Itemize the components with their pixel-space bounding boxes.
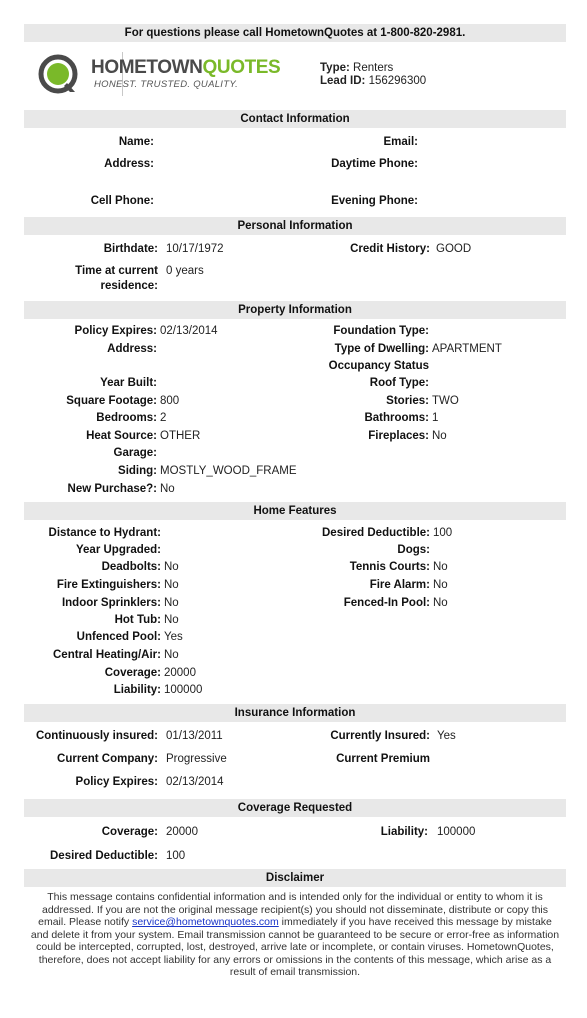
- contact-section-header: Contact Information: [24, 110, 566, 128]
- policy-expires-label: Policy Expires:: [74, 325, 157, 337]
- siding-label: Siding:: [118, 465, 157, 477]
- coverage-requested-label: Coverage:: [101, 826, 158, 838]
- desired-deductible-value: 100: [433, 527, 453, 539]
- birthdate-label: Birthdate:: [103, 243, 158, 255]
- features-coverage-value: 20000: [164, 667, 196, 679]
- hot-tub-value: No: [164, 614, 179, 626]
- credit-history-value: GOOD: [436, 243, 472, 255]
- fenced-pool-value: No: [433, 597, 448, 609]
- fire-alarm-value: No: [433, 579, 448, 591]
- hot-tub-label: Hot Tub:: [114, 614, 161, 626]
- coverage-section-header: Coverage Requested: [24, 799, 566, 817]
- year-upgraded-label: Year Upgraded:: [76, 544, 161, 556]
- fenced-pool-label: Fenced-In Pool:: [343, 597, 430, 609]
- unfenced-pool-label: Unfenced Pool:: [76, 631, 161, 643]
- name-label: Name:: [118, 136, 154, 148]
- currently-insured-value: Yes: [437, 730, 456, 742]
- current-company-label: Current Company:: [57, 753, 158, 765]
- bedrooms-value: 2: [160, 412, 167, 424]
- features-section-header: Home Features: [24, 502, 566, 520]
- current-premium-label: Current Premium: [336, 753, 430, 765]
- desired-deductible-label: Desired Deductible:: [322, 527, 430, 539]
- type-value: Renters: [353, 62, 394, 74]
- hydrant-distance-label: Distance to Hydrant:: [48, 527, 161, 539]
- square-footage-value: 800: [160, 395, 180, 407]
- square-footage-label: Square Footage:: [66, 395, 157, 407]
- type-label: Type:: [320, 62, 350, 74]
- occupancy-status-label: Occupancy Status: [328, 360, 429, 372]
- indoor-sprinklers-label: Indoor Sprinklers:: [61, 597, 161, 609]
- dwelling-type-label: Type of Dwelling:: [334, 343, 429, 355]
- property-section-header: Property Information: [24, 301, 566, 319]
- address-label: Address:: [104, 158, 154, 170]
- coverage-requested-value: 20000: [166, 826, 198, 838]
- indoor-sprinklers-value: No: [164, 597, 179, 609]
- email-label: Email:: [383, 136, 418, 148]
- bathrooms-label: Bathrooms:: [364, 412, 429, 424]
- heat-source-label: Heat Source:: [86, 430, 157, 442]
- policy-expires-value: 02/13/2014: [160, 325, 218, 337]
- deadbolts-label: Deadbolts:: [101, 561, 161, 573]
- features-coverage-label: Coverage:: [104, 667, 161, 679]
- lead-meta: [320, 62, 426, 88]
- continuously-insured-value: 01/13/2011: [166, 730, 223, 742]
- new-purchase-value: No: [160, 483, 175, 495]
- dogs-label: Dogs:: [397, 544, 430, 556]
- new-purchase-label: New Purchase?:: [67, 483, 157, 495]
- continuously-insured-label: Continuously insured:: [35, 730, 158, 742]
- year-built-label: Year Built:: [100, 377, 157, 389]
- unfenced-pool-value: Yes: [164, 631, 183, 643]
- disclaimer-text: This message contains confidential information and is intended only for the individual or entity to whom it is addressed. If you are not the original message recipient(s) you should not disseminate, distribute or copy this email. Please notify service@hometownquotes.com immediately if you have received this message by mistake and delete it from your system. Email transmission cannot be guaranteed to be secure or error-free as information could be intercepted, corrupted, lost, destroyed, arrive late or incomplete, or contain viruses. HometownQuotes, therefore, does not accept liability for any errors or omissions in the contents of this message, which arise as a result of email transmission.: [30, 891, 560, 978]
- cell-phone-label: Cell Phone:: [90, 195, 154, 207]
- central-heating-label: Central Heating/Air:: [53, 649, 161, 661]
- daytime-phone-label: Daytime Phone:: [331, 158, 418, 170]
- liability-requested-label: Liability:: [380, 826, 428, 838]
- lead-id-label: Lead ID:: [320, 75, 366, 87]
- deadbolts-value: No: [164, 561, 179, 573]
- lead-id-value: 156296300: [368, 75, 427, 87]
- service-email-link[interactable]: service@hometownquotes.com: [132, 916, 279, 928]
- bathrooms-value: 1: [432, 412, 439, 424]
- central-heating-value: No: [164, 649, 179, 661]
- features-liability-value: 100000: [164, 684, 203, 696]
- fire-extinguishers-label: Fire Extinguishers:: [56, 579, 161, 591]
- tennis-courts-value: No: [433, 561, 448, 573]
- heat-source-value: OTHER: [160, 430, 201, 442]
- currently-insured-label: Currently Insured:: [330, 730, 430, 742]
- time-at-residence-value: 0 years: [166, 265, 204, 277]
- dwelling-type-value: APARTMENT: [432, 343, 502, 355]
- evening-phone-label: Evening Phone:: [331, 195, 418, 207]
- stories-label: Stories:: [386, 395, 429, 407]
- tennis-courts-label: Tennis Courts:: [349, 561, 430, 573]
- roof-type-label: Roof Type:: [369, 377, 429, 389]
- siding-value: MOSTLY_WOOD_FRAME: [160, 465, 297, 477]
- liability-requested-value: 100000: [437, 826, 476, 838]
- time-at-residence-label: Time at current residence:: [75, 265, 158, 292]
- hometownquotes-logo: [38, 52, 281, 96]
- logo-tagline: HONEST. TRUSTED. QUALITY.: [94, 79, 239, 90]
- garage-label: Garage:: [113, 447, 157, 459]
- personal-section-header: Personal Information: [24, 217, 566, 235]
- property-address-label: Address:: [107, 343, 157, 355]
- birthdate-value: 10/17/1972: [166, 243, 224, 255]
- logo-q-icon: [38, 54, 78, 94]
- logo-wordmark: HOMETOWNQUOTES: [91, 57, 281, 78]
- call-banner: For questions please call HometownQuotes at 1-800-820-2981.: [24, 24, 566, 42]
- deductible-requested-label: Desired Deductible:: [50, 850, 158, 862]
- insurance-section-header: Insurance Information: [24, 704, 566, 722]
- insurance-policy-expires-value: 02/13/2014: [166, 776, 224, 788]
- current-company-value: Progressive: [166, 753, 227, 765]
- fireplaces-value: No: [432, 430, 447, 442]
- deductible-requested-value: 100: [166, 850, 186, 862]
- fireplaces-label: Fireplaces:: [368, 430, 429, 442]
- stories-value: TWO: [432, 395, 459, 407]
- fire-extinguishers-value: No: [164, 579, 179, 591]
- bedrooms-label: Bedrooms:: [96, 412, 157, 424]
- insurance-policy-expires-label: Policy Expires:: [75, 776, 158, 788]
- features-liability-label: Liability:: [113, 684, 161, 696]
- disclaimer-section-header: Disclaimer: [24, 869, 566, 887]
- fire-alarm-label: Fire Alarm:: [369, 579, 430, 591]
- foundation-type-label: Foundation Type:: [333, 325, 429, 337]
- credit-history-label: Credit History:: [350, 243, 430, 255]
